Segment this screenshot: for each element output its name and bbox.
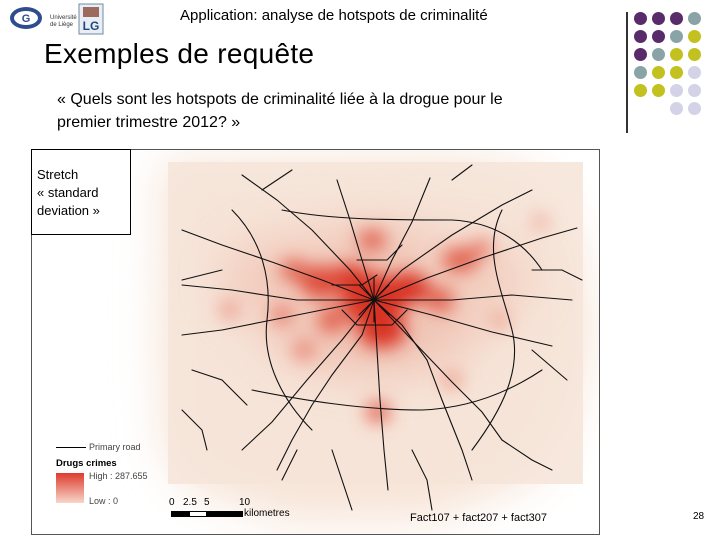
dot: [634, 66, 647, 79]
scale-tick-0: 0: [169, 497, 175, 508]
dot: [670, 30, 683, 43]
svg-text:LG: LG: [82, 19, 100, 33]
scale-bar-segments: [171, 511, 243, 517]
ulg-logo-text: Université de Liège: [50, 15, 77, 28]
dot: [688, 12, 701, 25]
dot: [634, 30, 647, 43]
dot: [652, 84, 665, 97]
ulg-shield-icon: [78, 3, 104, 35]
svg-text:G: G: [21, 13, 31, 25]
dot: [652, 66, 665, 79]
dot: [670, 48, 683, 61]
formula-caption: Fact107 + fact207 + fact307: [410, 512, 547, 524]
dot: [670, 12, 683, 25]
road-legend-line: [56, 447, 86, 448]
slide-question: « Quels sont les hotspots de criminalité liée à la drogue pour le premier trimestre 2012? »: [57, 91, 503, 131]
dot: [652, 30, 665, 43]
dot: [688, 102, 701, 115]
stretch-note: [31, 149, 131, 235]
stretch-line3: deviation »: [37, 203, 100, 218]
dot: [634, 48, 647, 61]
dot: [652, 48, 665, 61]
scale-unit: kilometres: [244, 508, 290, 519]
page-number: 28: [693, 511, 705, 522]
legend-title: Drugs crimes: [56, 458, 117, 469]
dot: [688, 48, 701, 61]
scale-tick-2: 5: [204, 497, 210, 508]
road-legend-label: Primary road: [89, 442, 141, 452]
ulg-logo: [50, 3, 106, 35]
stretch-line2: « standard: [37, 185, 99, 200]
dot: [688, 66, 701, 79]
header-title: Application: analyse de hotspots de criminalité: [180, 7, 488, 24]
scale-bar: [167, 497, 317, 525]
legend-high-label: High : 287.655: [89, 471, 148, 481]
stretch-line1: Stretch: [37, 167, 79, 182]
dot: [670, 84, 683, 97]
dot: [634, 84, 647, 97]
slide-title: Exemples de requête: [44, 38, 315, 69]
dot: [670, 102, 683, 115]
dot: [688, 84, 701, 97]
scale-tick-3: 10: [239, 497, 251, 508]
dot: [670, 66, 683, 79]
decorative-dot-grid: [632, 10, 716, 130]
legend-gradient: [56, 473, 84, 503]
dot: [634, 12, 647, 25]
legend-low-label: Low : 0: [89, 496, 119, 506]
g-logo-icon: [8, 5, 44, 31]
map-legend: [54, 440, 184, 515]
header-divider: [626, 12, 628, 133]
dot: [652, 12, 665, 25]
dot: [688, 30, 701, 43]
scale-tick-1: 2.5: [183, 497, 197, 508]
